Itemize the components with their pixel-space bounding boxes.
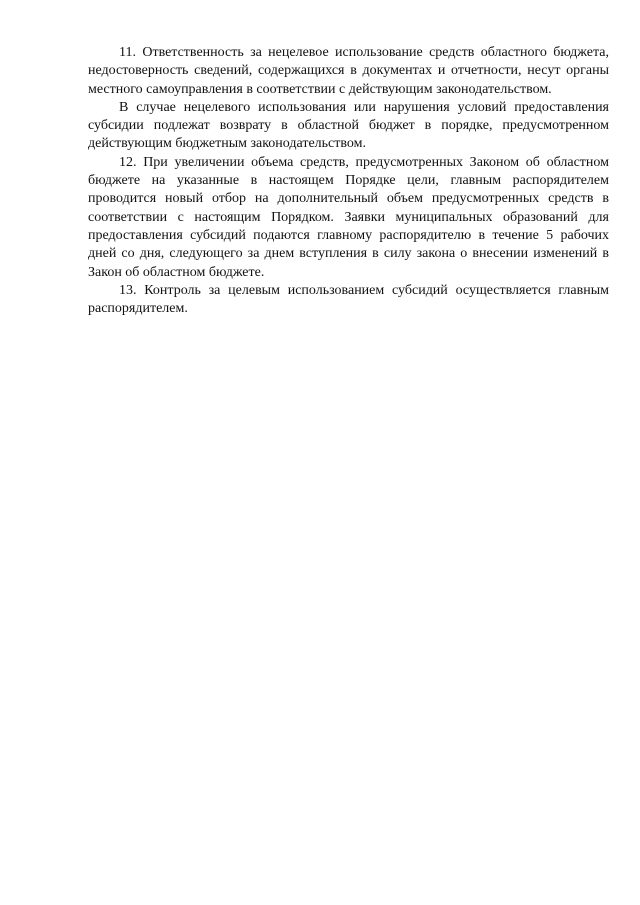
paragraph-11: 11. Ответственность за нецелевое использование средств областного бюджета, недостоверность сведений, содержащихся в документах и отчетности, несут органы местного самоуправления в соответствии с действующим законодательством. xyxy=(88,45,609,97)
document-body xyxy=(88,44,609,318)
paragraph-13: 13. Контроль за целевым использованием субсидий осуществляется главным распорядителем. xyxy=(88,282,609,317)
paragraph-12: 12. При увеличении объема средств, предусмотренных Законом об областном бюджете на указанные в настоящем Порядке цели, главным распорядителем проводится новый отбор на дополнительный объем предусмотренных средств в соответствии с настоящим Порядком. Заявки муниципальных образований для предоставления субсидий подаются главному распорядителю в течение 5 рабочих дней со дня, следующего за днем вступления в силу закона о внесении изменений в Закон об областном бюджете. xyxy=(88,154,609,280)
paragraph-misuse-refund: В случае нецелевого использования или нарушения условий предоставления субсидии подлежат возврату в областной бюджет в порядке, предусмотренном действующим бюджетным законодательством. xyxy=(88,99,609,152)
